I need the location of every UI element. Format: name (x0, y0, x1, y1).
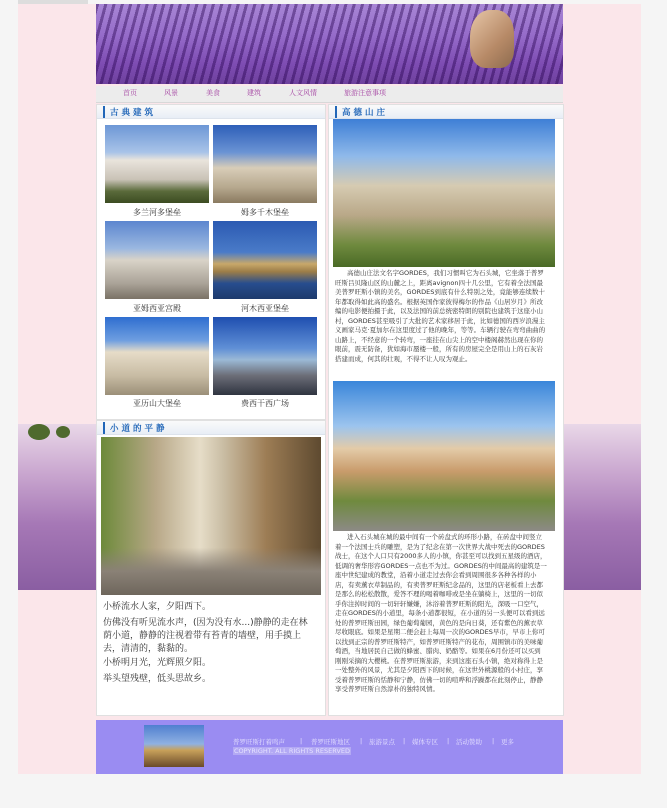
footer-link-1[interactable]: 普罗旺斯打着鸣声 (233, 738, 285, 746)
nav-travel-tips[interactable]: 旅游注意事项 (344, 89, 386, 97)
left-lavender-decoration (18, 424, 96, 590)
poem-line-4: 举头望残壁，低头思故乡。 (103, 674, 212, 684)
lane-photo (101, 437, 321, 595)
poem-line-2: 仿佛没有听见流水声，(因为没有水...)静静的走在林荫小道，静静的注视着带有苔青的墙壁，用手摸上去，清清的，黏黏的。 (103, 618, 308, 654)
castle-photo-3[interactable] (105, 221, 209, 299)
castle-caption-5: 亚历山大堡垒 (133, 399, 181, 408)
castle-caption-2: 姆多千木堡垒 (241, 208, 289, 217)
gordes-description-2: 进入石头城在城的最中间有一个砖盘式的环形小路，在砖盘中间竖立着一个法国士兵的雕塑，是为了纪念在第一次世界大战中死去的GORDES战士，在这个人口只有2000多人的小镇，你甚至可以找到五星级的酒店，低调的奢华形容GORDES一点也不为过。GORDES的中间最高的建筑是一座中世纪建成的教堂，沿着小道走过去你会看到周围很多各种各样的小店，有卖薰衣草制品的，有卖普罗旺斯纪念品的，这里的店老板看上去都是那么的松松散散，爱答不理的喝着咖啡或是坐在躺椅上，这里的一切似乎你注掉时间的一切轩轩嫌嫌，沐浴着普罗旺斯的阳光，深吸一口空气，走在GORDES的小道里，每条小道都很短，在小道的另一头便可以看到远处的普罗旺斯田园，绿色葡萄葡园，黄色的是向日葵，还有紫色的薰衣草尽收眼底。如果是星期二便会赶上每周一次的GORDES早市，早市上你可以找到正宗的普罗旺斯特产，如普罗旺斯特产的花布，周围镇市的美味葡萄酒，当地居民自己做的蜂蜜、腊肉、奶酪等。如果在6月份还可以买到刚刚采摘的大樱桃。在普罗旺斯旅游，来到这座石头小镇，绝对称得上是一处整外的风景，尤其是夕阳西下的时候，在这世外桃源般的小村庄，享受着普罗旺斯的恬静和宁静，仿佛一切的喧哗和浮躁都在此刻停止，静静享受普罗旺斯自然淳朴的独特风情。 (335, 533, 547, 693)
castle-caption-4: 河木西亚堡垒 (241, 304, 289, 313)
castle-caption-6: 费西干西广场 (241, 399, 289, 408)
footer-link-4[interactable]: 媒体专区 (412, 738, 438, 746)
copyright-text: COPYRIGHT. ALL RIGHTS RESERVED (234, 747, 350, 755)
castle-caption-3: 亚姆西亚宫殿 (133, 304, 181, 313)
stone-monument-image (470, 10, 514, 68)
panel-title: 小道的平静 (103, 422, 168, 434)
top-strip (18, 0, 88, 4)
footer-link-2[interactable]: 普罗旺斯地区 (311, 738, 350, 746)
footer-castle-thumbnail (144, 725, 204, 767)
footer-link-3[interactable]: 旅游景点 (369, 738, 395, 746)
footer-separator: | (403, 737, 406, 745)
gordes-village-photo (333, 119, 555, 267)
right-lavender-decoration (563, 424, 641, 590)
gordes-description-1: 高德山庄法文名字GORDES，我们习惯叫它为石头城，它坐落于普罗旺斯吕贝隆山区的山麓之上，距离avignon四十几公里，它有着全法国最美普罗旺斯小镇的美名，GORDES到底有什么特别之处，竟能够连续数十年都取得如此高的盛名。根据英国作家彼得梅尔的作品《山居岁月》所改编的电影便拍摄于此，以及法国的前总统密特朗的别院也建筑于这座小山村，GORDES甚至吸引了大批的艺术家移居于此，比如德国的西岁浪漫主义画家马克·夏加尔在这里度过了他的晚年，等等。车辆行驶在弯弯曲曲的山路上，不经意的一个转弯，一座挂在山尖上的空中楼阁赫然出现在你的眼前，震无防备，犹如海市蜃楼一般，所有的房屋完全是用山上的石灰岩搭建而成，何其的壮观，不得不让人叹为观止。 (335, 269, 546, 363)
poem-line-1: 小桥流水人家，夕阳西下。 (103, 602, 212, 612)
panel-title: 高德山庄 (335, 106, 388, 118)
classic-architecture-panel (96, 104, 326, 420)
footer-separator: | (447, 737, 450, 745)
footer-link-6[interactable]: 更多 (501, 738, 514, 746)
castle-caption-1: 多兰河多堡垒 (133, 208, 181, 217)
panel-header (97, 421, 325, 435)
gordes-panel (328, 104, 564, 716)
main-nav (96, 86, 563, 103)
nav-culture[interactable]: 人文风情 (289, 89, 317, 97)
footer-link-5[interactable]: 活动赞助 (456, 738, 482, 746)
castle-photo-1[interactable] (105, 125, 209, 203)
panel-header (97, 105, 325, 119)
poem-line-3: 小桥明月光，光辉照夕阳。 (103, 658, 212, 668)
castle-photo-2[interactable] (213, 125, 317, 203)
footer-separator: | (300, 737, 303, 745)
nav-scenery[interactable]: 风景 (164, 89, 178, 97)
nav-food[interactable]: 美食 (206, 89, 220, 97)
castle-photo-6[interactable] (213, 317, 317, 395)
lavender-banner (96, 4, 563, 84)
panel-header (329, 105, 563, 119)
castle-photo-4[interactable] (213, 221, 317, 299)
footer-separator: | (360, 737, 363, 745)
nav-home[interactable]: 首页 (123, 89, 137, 97)
castle-photo-5[interactable] (105, 317, 209, 395)
footer-separator: | (492, 737, 495, 745)
footer (96, 720, 563, 774)
panel-title: 古典建筑 (103, 106, 156, 118)
gordes-square-photo (333, 381, 555, 531)
quiet-lane-panel (96, 420, 326, 716)
nav-architecture[interactable]: 建筑 (247, 89, 261, 97)
